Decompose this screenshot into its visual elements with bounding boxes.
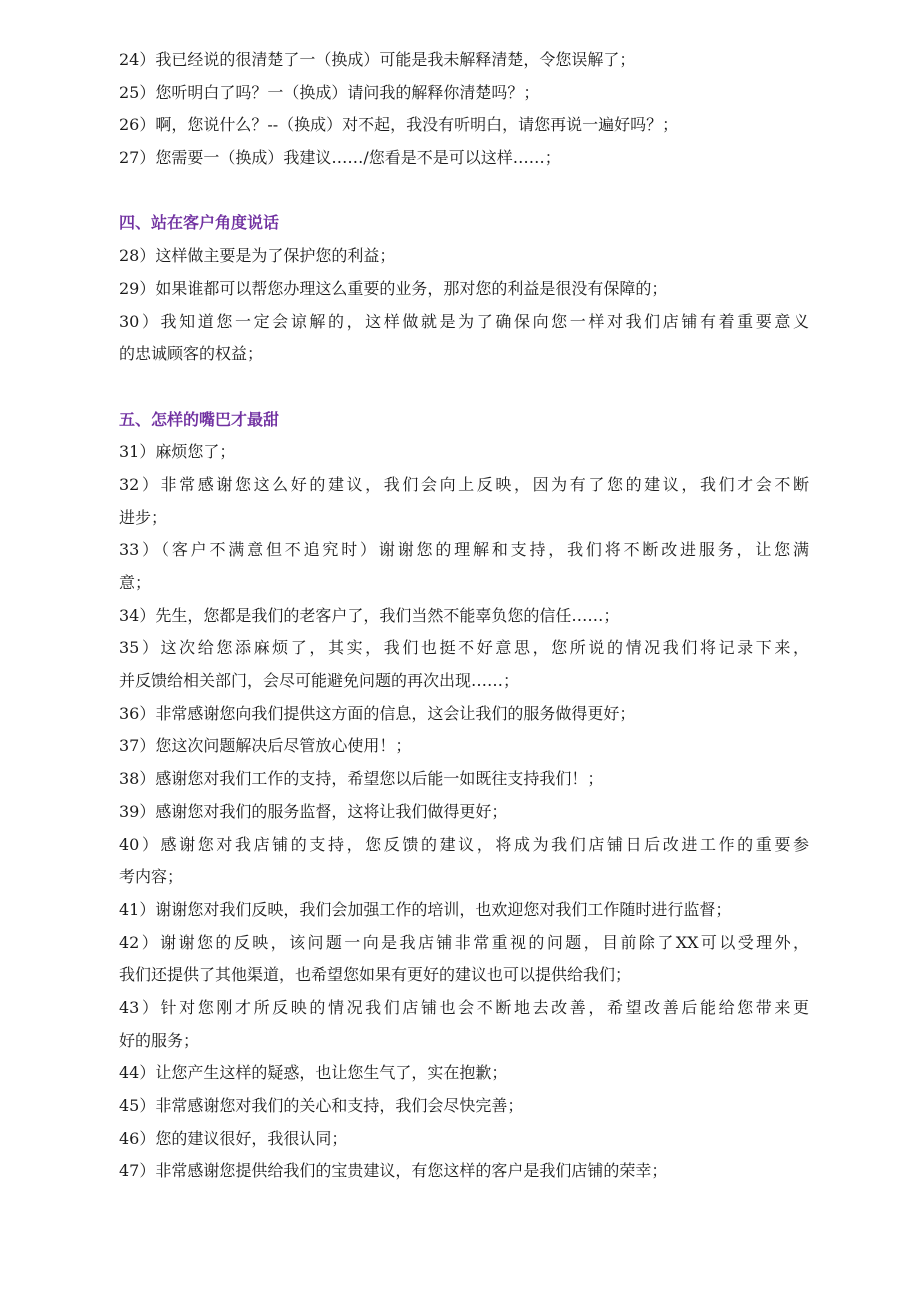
text-line: 34）先生，您都是我们的老客户了，我们当然不能辜负您的信任……； [119, 605, 620, 625]
list-item [119, 894, 809, 927]
list-item [119, 600, 809, 633]
text-line: 38）感谢您对我们工作的支持，希望您以后能一如既往支持我们！； [119, 769, 604, 789]
text-line: 47）非常感谢您提供给我们的宝贵建议，有您这样的客户是我们店铺的荣幸； [119, 1161, 668, 1181]
list-item [119, 632, 809, 697]
list-item [119, 1090, 809, 1123]
list-item [119, 1057, 809, 1090]
text-line: 31）麻烦您了； [119, 442, 236, 462]
text-line: 我们还提供了其他渠道，也希望您如果有更好的建议也可以提供给我们； [119, 965, 632, 985]
text-line: 39）感谢您对我们的服务监督，这将让我们做得更好； [119, 801, 508, 821]
text-line: 好的服务； [119, 1030, 200, 1050]
text-line: 考内容； [119, 867, 184, 887]
list-item [119, 534, 809, 599]
text-line: 25）您听明白了吗？一（换成）请问我的解释你清楚吗？； [119, 82, 540, 102]
list-item [119, 142, 809, 175]
text-line: 40）感谢您对我店铺的支持，您反馈的建议，将成为我们店铺日后改进工作的重要参 [119, 834, 809, 854]
text-line: 44）让您产生这样的疑惑，也让您生气了，实在抱歉； [119, 1063, 508, 1083]
text-line: 33）（客户不满意但不追究时）谢谢您的理解和支持，我们将不断改进服务，让您满 [119, 540, 809, 560]
text-line: 27）您需要一（换成）我建议……/您看是不是可以这样……； [119, 148, 561, 168]
list-item [119, 436, 809, 469]
text-line: 的忠诚顾客的权益； [119, 344, 264, 364]
list-item [119, 698, 809, 731]
text-line: 36）非常感谢您向我们提供这方面的信息，这会让我们的服务做得更好； [119, 703, 636, 723]
text-line: 37）您这次问题解决后尽管放心使用！； [119, 736, 412, 756]
list-item [119, 44, 809, 77]
text-line: 30）我知道您一定会谅解的，这样做就是为了确保向您一样对我们店铺有着重要意义 [119, 311, 809, 331]
list-item [119, 829, 809, 894]
list-item [119, 109, 809, 142]
text-line: 45）非常感谢您对我们的关心和支持，我们会尽快完善； [119, 1096, 524, 1115]
text-line: 41）谢谢您对我们反映，我们会加强工作的培训，也欢迎您对我们工作随时进行监督； [119, 899, 732, 919]
section-5-list [119, 436, 809, 1188]
list-item [119, 1123, 809, 1156]
list-item [119, 730, 809, 763]
text-line: 意； [119, 573, 152, 592]
text-line: 29）如果谁都可以帮您办理这么重要的业务，那对您的利益是很没有保障的； [119, 278, 668, 298]
section-3-tail [119, 44, 809, 175]
list-item [119, 273, 809, 306]
text-line: 46）您的建议很好，我很认同； [119, 1128, 348, 1148]
text-line: 24）我已经说的很清楚了一（换成）可能是我未解释清楚，令您误解了； [119, 50, 636, 69]
text-line: 28）这样做主要是为了保护您的利益； [119, 246, 396, 266]
section-4-list [119, 240, 809, 371]
text-line: 43）针对您刚才所反映的情况我们店铺也会不断地去改善，希望改善后能给您带来更 [119, 997, 809, 1017]
list-item [119, 992, 809, 1057]
list-item [119, 306, 809, 371]
list-item [119, 1155, 809, 1188]
document-page [119, 44, 809, 1188]
list-item [119, 927, 809, 992]
list-item [119, 469, 809, 534]
list-item [119, 240, 809, 273]
text-line: 26）啊，您说什么？--（换成）对不起，我没有听明白，请您再说一遍好吗？； [119, 115, 679, 135]
text-line: 42）谢谢您的反映，该问题一向是我店铺非常重视的问题，目前除了XX可以受理外， [119, 932, 809, 952]
section-5-heading: 五、怎样的嘴巴才最甜 [119, 409, 280, 429]
list-item [119, 796, 809, 829]
text-line: 35）这次给您添麻烦了，其实，我们也挺不好意思，您所说的情况我们将记录下来， [119, 638, 809, 658]
list-item [119, 763, 809, 796]
list-item [119, 77, 809, 110]
section-4-heading: 四、站在客户角度说话 [119, 213, 280, 233]
text-line: 进步； [119, 507, 168, 527]
text-line: 32）非常感谢您这么好的建议，我们会向上反映，因为有了您的建议，我们才会不断 [119, 474, 809, 494]
text-line: 并反馈给相关部门，会尽可能避免问题的再次出现……； [119, 671, 520, 691]
